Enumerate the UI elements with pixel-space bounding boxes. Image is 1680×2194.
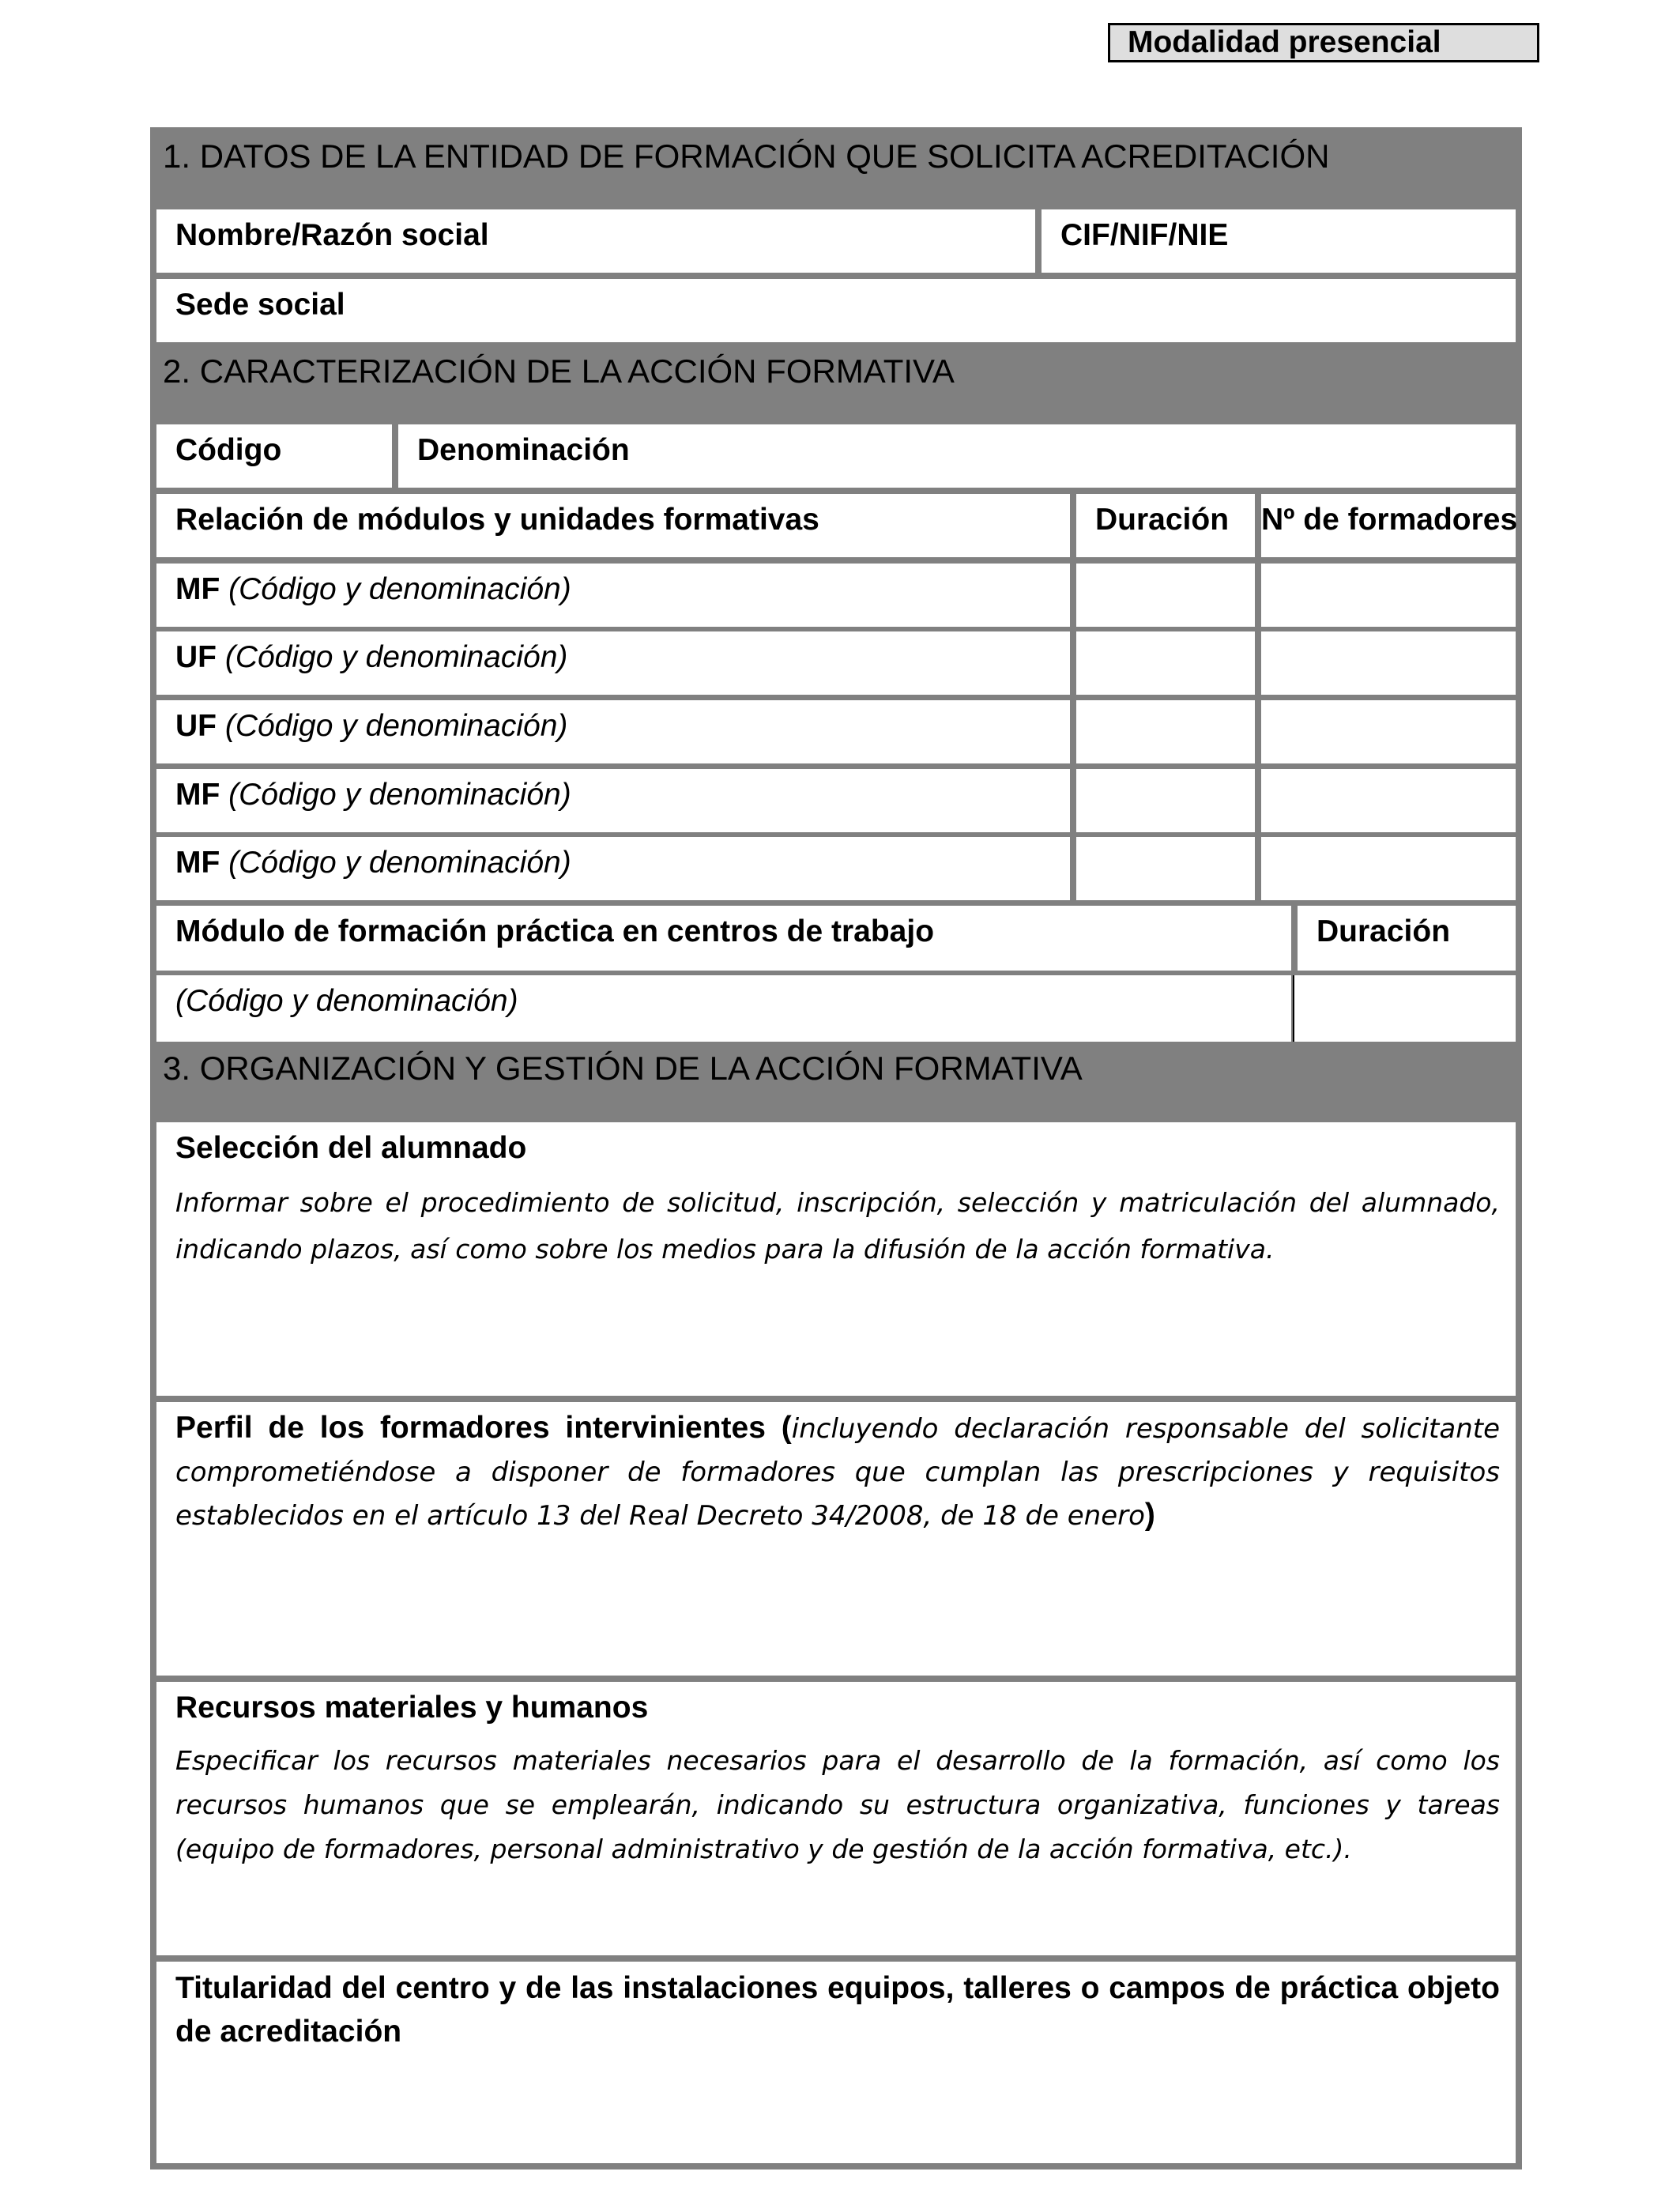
module-trainers-cell[interactable] xyxy=(1261,769,1516,832)
module-row[interactable] xyxy=(156,700,1070,763)
relation-header xyxy=(156,494,1070,557)
section2-title: 2. CARACTERIZACIÓN DE LA ACCIÓN FORMATIVA xyxy=(163,352,955,390)
section3-title: 3. ORGANIZACIÓN Y GESTIÓN DE LA ACCIÓN FORMATIVA xyxy=(163,1050,1083,1087)
name-label: Nombre/Razón social xyxy=(175,218,489,252)
module-duration-cell[interactable] xyxy=(1076,837,1255,900)
name-field[interactable] xyxy=(156,209,1035,273)
module-row-label: MF (Código y denominación) xyxy=(175,572,571,606)
module-trainers-cell[interactable] xyxy=(1261,564,1516,627)
practice-duration-cell[interactable] xyxy=(1293,975,1516,1042)
cif-label: CIF/NIF/NIE xyxy=(1060,218,1229,252)
code-field[interactable] xyxy=(156,424,392,488)
resources-desc: Especificar los recursos materiales necesarios para el desarrollo de la formación, así como los recursos humanos que se emplearán, indicando su estructura organizativa, funciones y tareas (equipo de formadores, personal administrativo y de gestión de la acción formativa, etc.). xyxy=(175,1745,1500,1864)
practice-header xyxy=(156,906,1291,971)
module-duration-cell[interactable] xyxy=(1076,631,1255,695)
trainers-header xyxy=(1261,494,1516,557)
ownership-field[interactable] xyxy=(156,1962,1516,2163)
practice-label: Módulo de formación práctica en centros de trabajo xyxy=(175,914,935,948)
module-duration-cell[interactable] xyxy=(1076,769,1255,832)
section1-title: 1. DATOS DE LA ENTIDAD DE FORMACIÓN QUE SOLICITA ACREDITACIÓN xyxy=(163,138,1330,175)
relation-label: Relación de módulos y unidades formativas xyxy=(175,503,819,537)
resources-field[interactable] xyxy=(156,1682,1516,1955)
duration-header xyxy=(1076,494,1255,557)
module-row[interactable] xyxy=(156,564,1070,627)
ownership-label: Titularidad del centro y de las instalaciones equipos, talleres o campos de práctica objeto de acreditación xyxy=(175,1971,1500,2049)
duration-label: Duración xyxy=(1095,503,1230,537)
module-duration-cell[interactable] xyxy=(1076,700,1255,763)
module-row-label: UF (Código y denominación) xyxy=(175,709,568,743)
module-row[interactable] xyxy=(156,631,1070,695)
module-trainers-cell[interactable] xyxy=(1261,837,1516,900)
trainers-profile-field[interactable] xyxy=(156,1402,1516,1676)
trainers-profile-text: Perfil de los formadores intervinientes (incluyendo declaración responsable del solicitante comprometiéndose a disponer de formadores que cumplan las prescripciones y requisitos establecidos en el artículo 13 del Real Decreto 34/2008, de 18 de enero) xyxy=(175,1411,1500,1532)
cif-field[interactable] xyxy=(1042,209,1516,273)
practice-row[interactable] xyxy=(156,975,1291,1042)
denomination-label: Denominación xyxy=(417,433,630,467)
accreditation-form xyxy=(150,127,1522,2169)
resources-label: Recursos materiales y humanos xyxy=(175,1691,649,1725)
modality-badge: Modalidad presencial xyxy=(1108,23,1539,62)
practice-desc: (Código y denominación) xyxy=(175,984,518,1018)
module-row[interactable] xyxy=(156,769,1070,832)
module-row-label: MF (Código y denominación) xyxy=(175,846,571,880)
selection-label: Selección del alumnado xyxy=(175,1131,527,1165)
module-trainers-cell[interactable] xyxy=(1261,700,1516,763)
module-row-label: MF (Código y denominación) xyxy=(175,778,571,812)
module-duration-cell[interactable] xyxy=(1076,564,1255,627)
seat-field[interactable] xyxy=(156,279,1516,342)
module-row[interactable] xyxy=(156,837,1070,900)
practice-duration-header xyxy=(1298,906,1516,971)
seat-label: Sede social xyxy=(175,288,345,322)
module-trainers-cell[interactable] xyxy=(1261,631,1516,695)
denomination-field[interactable] xyxy=(398,424,1516,488)
selection-field[interactable] xyxy=(156,1122,1516,1396)
selection-desc: Informar sobre el procedimiento de solicitud, inscripción, selección y matriculación del alumnado, indicando plazos, así como sobre los medios para la difusión de la acción formativa. xyxy=(175,1187,1500,1265)
trainers-label: Nº de formadores xyxy=(1261,503,1518,537)
code-label: Código xyxy=(175,433,282,467)
practice-duration-label: Duración xyxy=(1317,914,1451,948)
module-row-label: UF (Código y denominación) xyxy=(175,640,568,674)
